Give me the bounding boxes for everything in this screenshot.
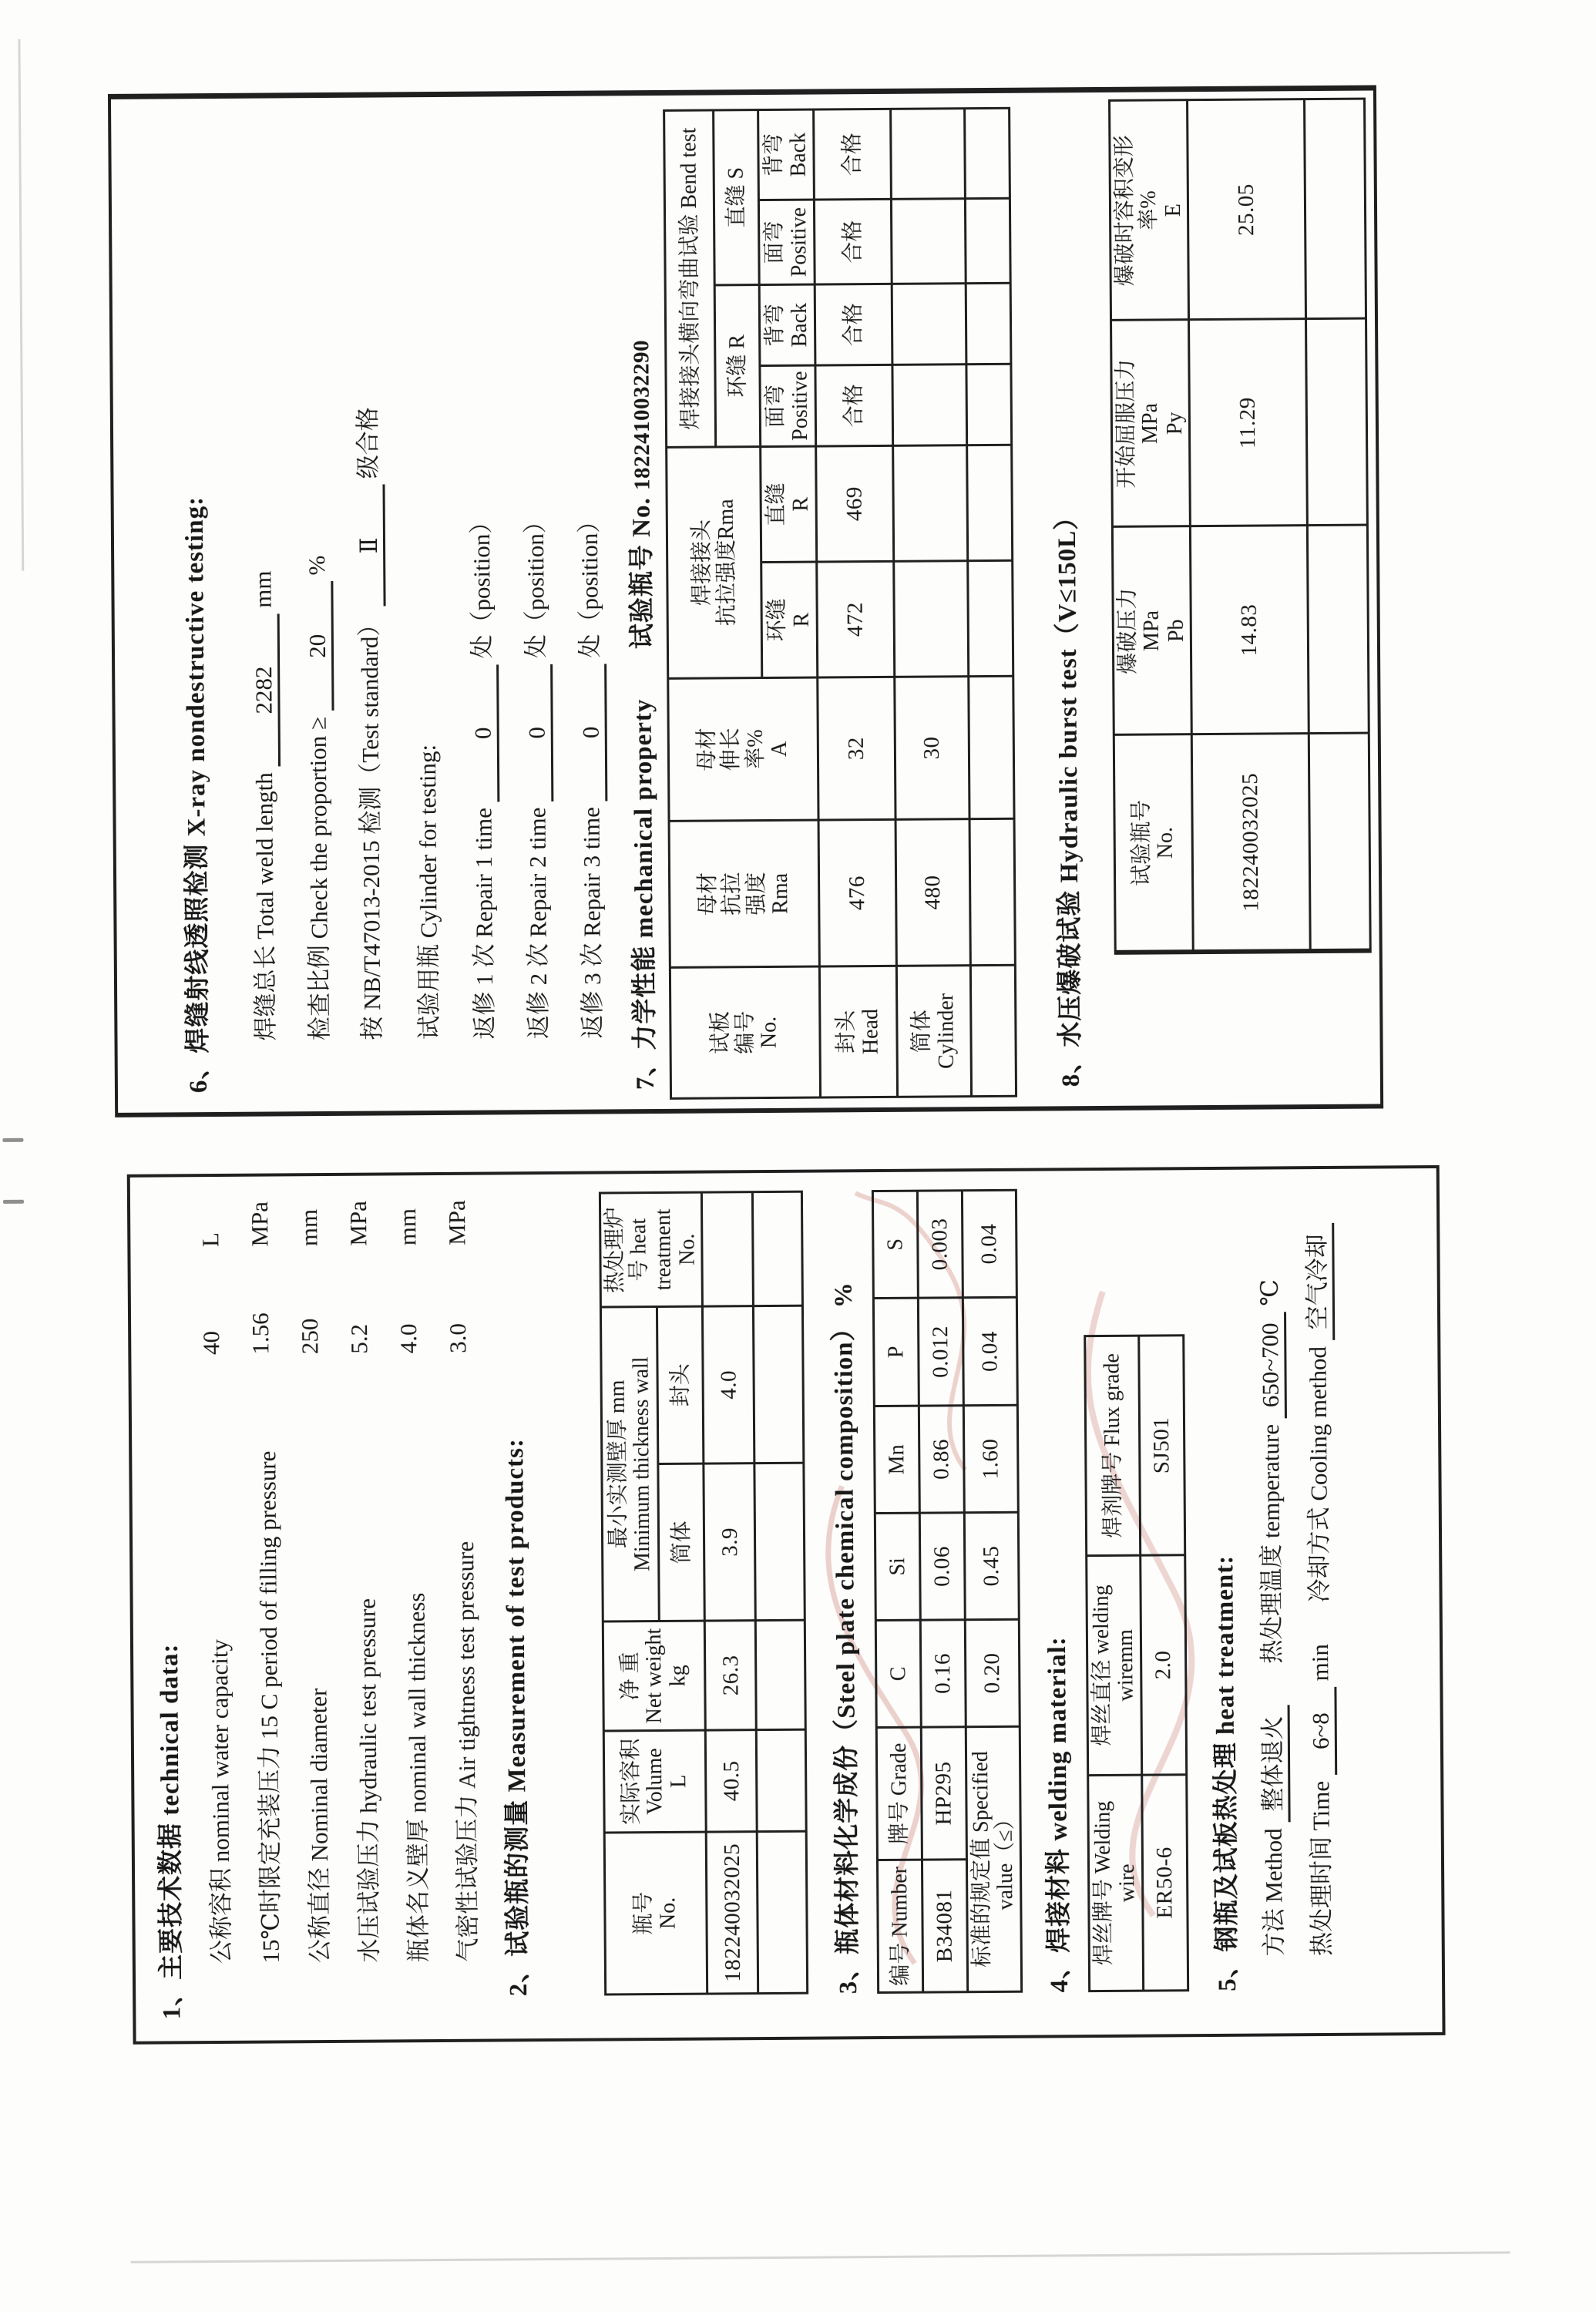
row-value: 40 [197,1330,225,1356]
cell-spec-Mn: 1.60 [963,1405,1018,1512]
col-header-number: 编号 Number [877,1860,922,1992]
empty-cell [892,284,966,365]
repair-line [462,510,502,1040]
empty-cell [970,965,1016,1096]
grade-value: Ⅱ [354,485,385,607]
cell-volume: 40.5 [706,1730,758,1832]
cell-welding-wire: ER50-6 [1141,1775,1188,1991]
cell-spec-P: 0.04 [963,1297,1017,1405]
temperature-label: 热处理温度 temperature [1257,1423,1286,1664]
empty-cell [754,1306,804,1463]
table-row [1138,1336,1188,1991]
cell-S: 0.003 [917,1191,963,1298]
repair-label: 返修 2 次 Repair 2 time [523,807,553,1040]
cell-flux-grade: SJ501 [1138,1336,1184,1555]
col-header-volume: 实际容积 Volume L [603,1730,706,1833]
repair-label: 返修 3 次 Repair 3 time [577,806,606,1039]
row-header-cylinder: 简体 Cylinder [896,966,971,1097]
row-label: 气密性试验压力 Air tightness test pressure [452,1541,482,1962]
row-unit: MPa [344,1201,372,1246]
test-standard-label: 按 NB/T47013-2015 检测（Test standard） [355,612,386,1040]
table-row [917,1191,967,1992]
subheader-face-bend: 面弯 Positive [758,200,815,284]
cell-thickness-cylinder: 3.9 [704,1463,755,1621]
paper-edge-shadow-left [131,2251,1510,2263]
cell-spec-C: 0.20 [965,1619,1020,1726]
repair-line [570,509,610,1039]
repair-unit: 处（position） [467,509,496,659]
cell-specified-label: 标准的规定值 Specified value（≤） [966,1726,1021,1991]
cell-bend-result: 合格 [814,199,892,284]
cell-Mn: 0.86 [919,1406,964,1513]
empty-cell [753,1191,803,1306]
cell-volume-deformation: 25.05 [1188,99,1306,320]
row-unit: MPa [442,1200,471,1245]
time-value: 6~8 [1306,1687,1337,1775]
row-header-head: 封头 Head [819,966,897,1097]
row-unit: L [197,1232,224,1248]
empty-cell [891,199,966,284]
table-row [702,1192,758,1994]
tech-data-row [394,1199,434,1962]
grade-suffix: 级合格 [354,407,382,479]
col-header-base-tensile: 母材 抗拉 强度 Rma [669,820,819,967]
weld-length-unit: mm [249,570,277,608]
cell-net-weight: 26.3 [705,1621,757,1730]
mechanical-property-table [663,107,1017,1100]
empty-cell [1305,99,1366,320]
table-row [1110,100,1194,953]
empty-cell [965,198,1010,283]
row-unit: mm [295,1208,323,1247]
cell-rma: 480 [895,819,970,966]
cell-ring-R: 472 [817,561,895,677]
table-row [1085,1336,1144,1991]
check-proportion-value: 20 [303,581,334,711]
cell-spec-S: 0.04 [962,1190,1016,1297]
group-header-bend-test: 焊接接头横向弯曲试验 Bend test [664,110,716,447]
repair-unit: 处（position） [521,509,550,659]
cell-bend-result: 合格 [815,365,893,446]
repair-unit: 处（position） [575,509,604,658]
test-bottle-no-value: 1822410032290 [629,339,655,491]
table-row [753,1191,808,1993]
col-header-test-bottle-no: 试验瓶号 No. [1114,734,1193,953]
cell-grade: HP295 [921,1727,966,1860]
section4-heading: 4、焊接材料 welding material: [1043,1636,1074,1993]
cell-bend-result: 合格 [814,109,892,200]
empty-cell [893,445,968,562]
tech-data-row [246,1200,286,1963]
cylinder-for-testing-line: 试验用瓶 Cylinder for testing: [413,744,443,1040]
cell-heat-no [702,1192,754,1306]
section7-title: 7、力学性能 mechanical property [629,698,660,1090]
section8-heading: 8、水压爆破试验 Hydraulic burst test（V≤150L） [1053,503,1085,1087]
empty-cell [892,365,967,446]
check-proportion-label: 检查比例 Check the proportion ≥ [304,716,334,1041]
empty-cell [968,560,1013,676]
weld-length-value: 2282 [250,613,281,766]
report-page-1 [127,1165,1446,2045]
empty-cell [754,1463,805,1620]
repair-line [516,509,556,1039]
time-label: 热处理时间 Time [1307,1780,1336,1957]
report-page-2 [108,85,1383,1117]
row-label: 15℃时限定充装压力 15 C period of filling pressure [254,1450,284,1964]
cell-number: B34081 [922,1860,967,1992]
table-row [664,110,721,1098]
row-value: 3.0 [444,1322,472,1353]
table-row [600,1193,662,1994]
empty-cell [894,561,969,677]
check-proportion-line [297,556,336,1041]
empty-cell [969,676,1014,818]
test-standard-line [348,407,389,1040]
heat-treatment-method-line [1250,1279,1292,1957]
burst-test-table [1108,98,1372,955]
time-unit: min [1306,1644,1334,1682]
cell-elongation: 32 [818,677,895,820]
cell-P: 0.012 [918,1298,963,1406]
cell-spec-Si: 0.45 [964,1512,1019,1619]
cell-bend-result: 合格 [815,284,892,365]
col-header-min-thickness: 最小实测壁厚 mm Minimum thickness wall [600,1307,659,1622]
empty-cell [966,283,1011,364]
tech-data-row [197,1201,237,1964]
cell-elongation: 30 [895,677,969,820]
cell-Si: 0.06 [919,1513,965,1620]
row-value: 1.56 [246,1312,274,1355]
subheader-back-bend: 背弯 Back [759,284,815,366]
subheader-ring-seam: 环缝 R [714,285,760,447]
method-value: 整体退火 [1253,1705,1291,1822]
col-header-heat-no: 热处理炉 号 heat treatment No. [600,1192,702,1307]
cooling-label: 冷却方式 Cooling method [1304,1346,1333,1603]
col-header-C: C [875,1620,921,1727]
col-header-specimen-no: 试板 编号 No. [670,966,820,1098]
subheader-ring-R: 环缝 R [761,562,818,677]
subheader-straight-seam: 直缝 S [714,110,760,285]
cell-rma: 476 [818,819,896,966]
tech-data-row [295,1200,335,1963]
subheader-back-bend: 背弯 Back [758,109,815,200]
cell-wire-diameter: 2.0 [1140,1555,1186,1775]
cell-test-bottle-no: 182240032025 [1191,734,1310,952]
table-row [872,1191,922,1992]
table-row [962,1190,1021,1991]
section6-heading: 6、焊缝射线透照检测 X-ray nondestructive testing: [180,496,213,1094]
section2-heading: 2、试验瓶的测量 Measurement of test products: [501,1437,533,1997]
temperature-unit: ℃ [1255,1279,1283,1306]
row-label: 瓶体名义壁厚 nominal wall thickness [402,1592,432,1963]
empty-cell [757,1729,807,1831]
empty-cell [756,1620,806,1729]
cell-burst-pressure: 14.83 [1190,526,1309,734]
col-header-elongation: 母材 伸长 率% A [668,677,818,821]
cell-bottle-no: 182240032025 [707,1832,758,1994]
section7-heading [620,340,661,1090]
subcol-header-head: 封头 [657,1306,704,1463]
col-header-S: S [872,1191,918,1298]
col-header-Si: Si [875,1513,920,1620]
section5-heading: 5、钢瓶及试板热处理 heat treatment: [1211,1554,1242,1991]
scan-mark [2,1138,23,1142]
col-header-yield-pressure: 开始屈服压力 MPa Py [1111,320,1191,527]
repair-label: 返修 1 次 Repair 1 time [469,807,499,1040]
chemical-composition-table [872,1189,1023,1994]
subheader-face-bend: 面弯 Positive [760,365,816,447]
cooling-value: 空气冷却 [1297,1223,1335,1340]
empty-cell [758,1831,808,1993]
empty-cell [1309,734,1370,952]
empty-cell [965,108,1010,198]
row-unit: mm [394,1208,422,1246]
col-header-flux-grade: 焊剂牌号 Flux grade [1085,1336,1141,1555]
cell-straight-R: 469 [816,445,894,562]
row-unit: MPa [245,1201,274,1247]
empty-cell [1307,526,1369,734]
test-bottle-no-label: 试验瓶号 No. [627,497,657,650]
tech-data-row [344,1200,385,1963]
weld-length-line [243,570,282,1040]
welding-material-table [1084,1334,1189,1992]
col-header-grade: 牌号 Grade [876,1727,922,1860]
subheader-straight-R: 直缝 R [761,446,817,563]
col-header-volume-deformation: 爆破时容积变形 率% E [1110,100,1189,321]
table-row [1305,99,1371,952]
section3-heading: 3、瓶体材料化学成份（Steel plate chemical composition） % [829,1282,863,1994]
table-row [891,109,972,1097]
row-value: 5.2 [345,1323,373,1354]
col-header-welding-wire: 焊丝牌号 Welding wire [1088,1775,1144,1991]
scan-mark [3,1200,24,1204]
check-proportion-unit: % [303,555,331,576]
row-label: 公称容积 nominal water capacity [205,1638,235,1964]
repair-value: 0 [576,664,607,801]
row-label: 公称直径 Nominal diameter [304,1688,334,1964]
row-value: 250 [296,1318,324,1355]
temperature-value: 650~700 [1256,1312,1287,1418]
cell-C: 0.16 [920,1620,966,1727]
col-header-wire-diameter: 焊丝直径 welding wiremm [1087,1555,1142,1775]
col-header-net-weight: 净 重 Net weight kg [603,1621,705,1731]
method-label: 方法 Method [1259,1828,1288,1957]
section1-heading: 1、主要技术数据 technical data: [155,1643,186,2020]
row-value: 4.0 [395,1323,422,1354]
heat-treatment-time-line [1297,1223,1339,1956]
col-header-P: P [873,1298,919,1406]
cell-thickness-head: 4.0 [703,1306,754,1463]
subcol-header-cylinder: 简体 [658,1463,704,1621]
tech-data-row [443,1199,483,1962]
group-header-joint-tensile: 焊接接头 抗拉强度Rma [667,447,762,679]
table-row [814,109,898,1097]
repair-value: 0 [469,664,499,801]
paper-edge-shadow-top [18,39,24,571]
col-header-burst-pressure: 爆破压力 MPa Pb [1112,526,1191,735]
table-row [1188,99,1311,952]
col-header-Mn: Mn [874,1406,919,1513]
measurement-table [599,1191,809,1996]
empty-cell [969,818,1015,965]
empty-cell [891,109,966,200]
empty-cell [967,445,1013,560]
repair-value: 0 [522,664,553,801]
empty-cell [1306,319,1368,526]
cell-yield-pressure: 11.29 [1189,319,1308,526]
weld-length-label: 焊缝总长 Total weld length [250,772,280,1041]
empty-cell [966,364,1012,445]
table-row [965,108,1016,1096]
col-header-bottle-no: 瓶号 No. [604,1832,707,1994]
row-label: 水压试验压力 hydraulic test pressure [353,1598,383,1963]
